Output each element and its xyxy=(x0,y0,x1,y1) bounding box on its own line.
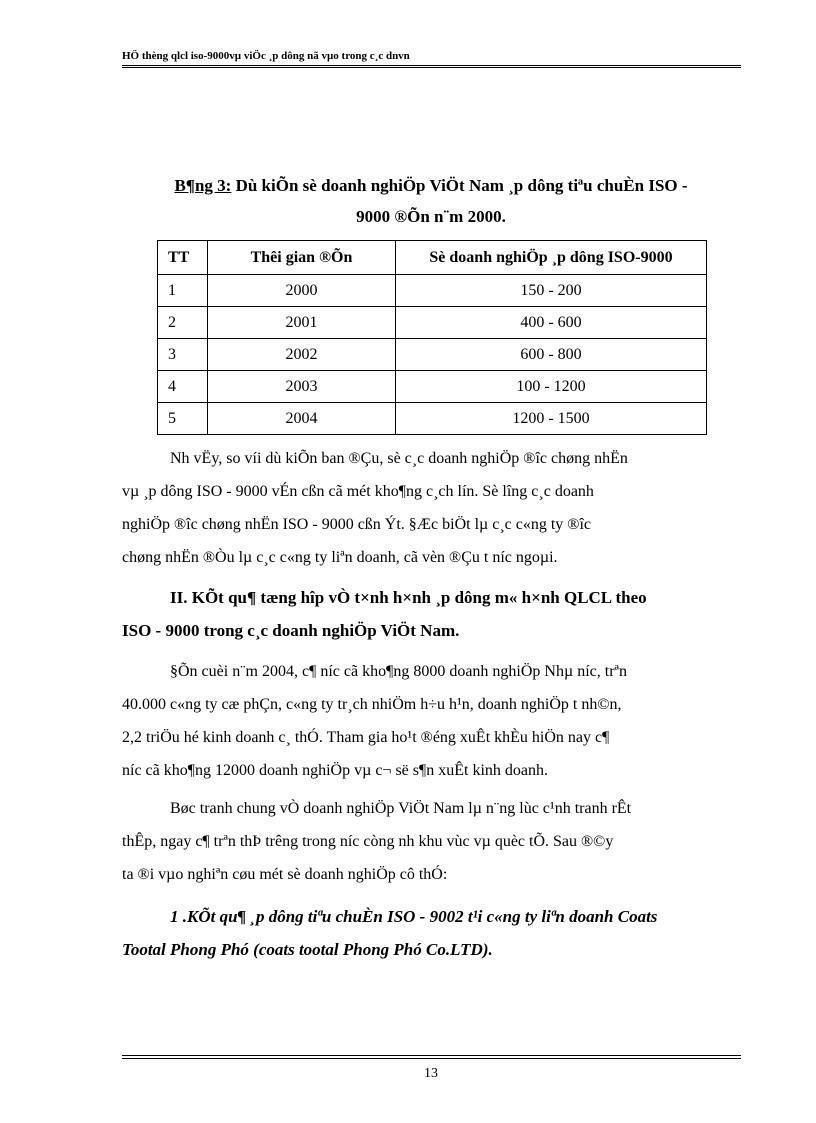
column-header-time: Thêi gian ®Õn xyxy=(208,241,396,275)
header-rule-top xyxy=(122,65,741,66)
paragraph-enterprise-stats xyxy=(122,655,740,787)
cell-tt: 3 xyxy=(158,339,208,371)
cell-time: 2001 xyxy=(208,307,396,339)
cell-tt: 1 xyxy=(158,275,208,307)
footer-rule-bottom xyxy=(122,1058,741,1059)
table-row xyxy=(158,371,707,403)
footer-rule-top xyxy=(122,1055,741,1056)
forecast-table xyxy=(157,240,707,435)
cell-time: 2004 xyxy=(208,403,396,435)
column-header-tt: TT xyxy=(158,241,208,275)
cell-count: 150 - 200 xyxy=(396,275,707,307)
paragraph-line: chøng nhËn ®Òu lµ c¸c c«ng ty liªn doanh, cã vèn ®Çu t níc ngoµi. xyxy=(122,549,558,566)
table-header-row xyxy=(158,241,707,275)
cell-tt: 5 xyxy=(158,403,208,435)
paragraph-line: níc cã kho¶ng 12000 doanh nghiÖp vµ c¬ së s¶n xuÊt kinh doanh. xyxy=(122,762,549,779)
heading-line: Tootal Phong Phó (coats tootal Phong Phó Co.LTD). xyxy=(122,940,493,959)
subsection-heading xyxy=(122,900,740,966)
header-rule-bottom xyxy=(122,67,741,68)
page-number: 13 xyxy=(424,1066,438,1081)
column-header-count: Sè doanh nghiÖp ¸p dông ISO-9000 xyxy=(396,241,707,275)
paragraph-conclusion xyxy=(122,442,740,574)
heading-line: ISO - 9000 trong c¸c doanh nghiÖp ViÖt Nam. xyxy=(122,621,460,640)
table-caption-label: B¶ng 3: xyxy=(174,176,232,195)
table-row xyxy=(158,339,707,371)
paragraph-line: Bøc tranh chung vÒ doanh nghiÖp ViÖt Nam lµ n¨ng lùc c¹nh tranh rÊt xyxy=(170,800,632,817)
heading-line: 1 .KÕt qu¶ ¸p dông tiªu chuÈn ISO - 9002 t¹i c«ng ty liªn doanh Coats xyxy=(170,907,658,926)
paragraph-line: Nh vËy, so víi dù kiÕn ban ®Çu, sè c¸c doanh nghiÖp ®îc chøng nhËn xyxy=(170,450,628,467)
cell-time: 2000 xyxy=(208,275,396,307)
paragraph-line: §Õn cuèi n¨m 2004, c¶ níc cã kho¶ng 8000 doanh nghiÖp Nhµ níc, trªn xyxy=(170,663,627,680)
cell-tt: 4 xyxy=(158,371,208,403)
cell-count: 1200 - 1500 xyxy=(396,403,707,435)
paragraph-line: vµ ¸p dông ISO - 9000 vÉn cßn cã mét kho¶ng c¸ch lín. Sè lîng c¸c doanh xyxy=(122,483,594,500)
cell-count: 100 - 1200 xyxy=(396,371,707,403)
section-heading xyxy=(122,581,740,647)
cell-time: 2003 xyxy=(208,371,396,403)
cell-tt: 2 xyxy=(158,307,208,339)
table-caption-line-1 xyxy=(122,176,740,196)
table-row xyxy=(158,307,707,339)
table-caption-line-2: 9000 ®Õn n¨m 2000. xyxy=(356,207,506,226)
paragraph-line: thÊp, ngay c¶ trªn thÞ trêng trong níc còng nh khu vùc vµ quèc tÕ. Sau ®©y xyxy=(122,833,614,850)
table-row xyxy=(158,403,707,435)
paragraph-line: 2,2 triÖu hé kinh doanh c¸ thÓ. Tham gia ho¹t ®éng xuÊt khÈu hiÖn nay c¶ xyxy=(122,729,610,746)
table-caption-text: Dù kiÕn sè doanh nghiÖp ViÖt Nam ¸p dông tiªu chuÈn ISO - xyxy=(231,176,688,195)
paragraph-overview xyxy=(122,792,740,891)
paragraph-line: nghiÖp ®îc chøng nhËn ISO - 9000 cßn Ýt. §Æc biÖt lµ c¸c c«ng ty ®îc xyxy=(122,516,592,533)
paragraph-line: ta ®i vµo nghiªn cøu mét sè doanh nghiÖp cô thÓ: xyxy=(122,866,448,883)
running-header: HÖ thèng qlcl iso-9000vµ viÖc ¸p dông nã vµo trong c¸c dnvn xyxy=(122,50,410,62)
cell-count: 400 - 600 xyxy=(396,307,707,339)
cell-count: 600 - 800 xyxy=(396,339,707,371)
heading-line: II. KÕt qu¶ tæng hîp vÒ t×nh h×nh ¸p dông m« h×nh QLCL theo xyxy=(170,588,647,607)
cell-time: 2002 xyxy=(208,339,396,371)
paragraph-line: 40.000 c«ng ty cæ phÇn, c«ng ty tr¸ch nhiÖm h÷u h¹n, doanh nghiÖp t nh©n, xyxy=(122,696,622,713)
table-row xyxy=(158,275,707,307)
